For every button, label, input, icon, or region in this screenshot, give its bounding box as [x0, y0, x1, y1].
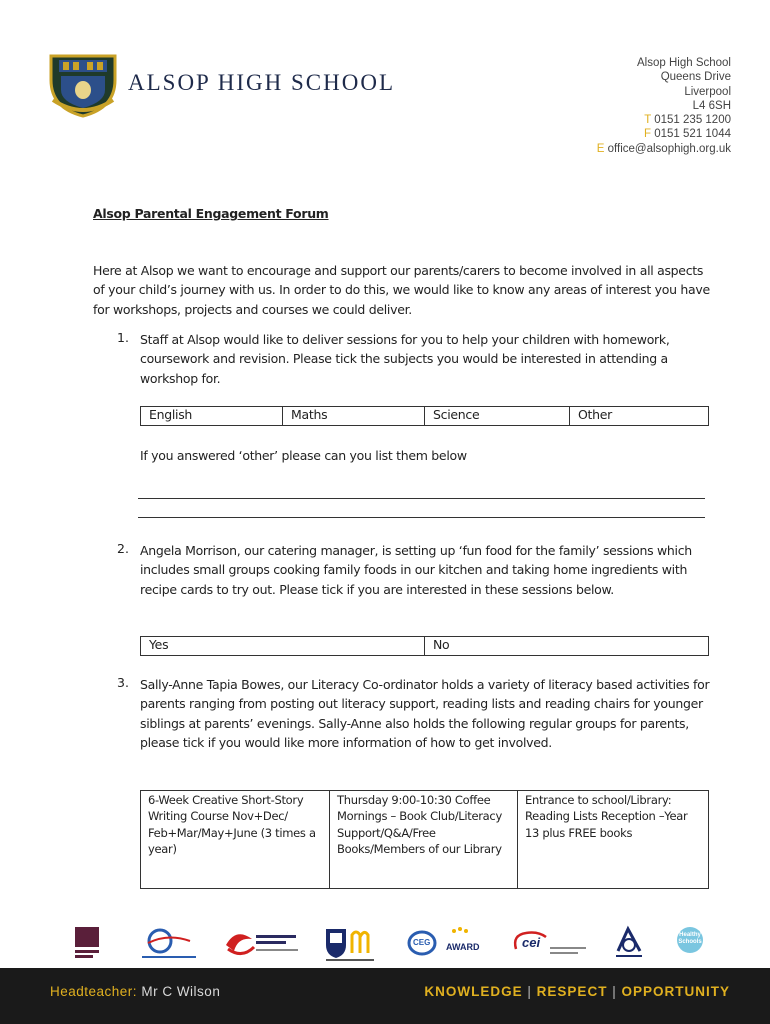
cei-text: cei [522, 935, 541, 950]
fax-label: F [644, 128, 652, 141]
school-motto [424, 984, 730, 999]
option-science[interactable]: Science [425, 407, 570, 426]
motto-separator: | [527, 984, 532, 999]
subjects-table [140, 406, 709, 426]
healthy-schools-logo [672, 925, 708, 961]
fa-mcdonalds-logo [322, 925, 378, 961]
email-label: E [596, 142, 605, 155]
motto-separator: | [612, 984, 617, 999]
option-yes[interactable]: Yes [141, 637, 425, 656]
school-address [597, 56, 731, 156]
option-maths[interactable]: Maths [283, 407, 425, 426]
artsmark-logo [73, 925, 101, 961]
option-english[interactable]: English [141, 407, 283, 426]
phone-line [597, 113, 731, 127]
question-number: 2. [117, 541, 129, 556]
ceg-text: CEG [413, 938, 431, 947]
fax-number: 0151 521 1044 [654, 128, 731, 141]
motto-opportunity: OPPORTUNITY [621, 984, 730, 999]
healthy-schools-text: Healthy Schools [678, 932, 702, 945]
quality-mark-logo [138, 925, 198, 961]
document-title: Alsop Parental Engagement Forum [93, 206, 329, 221]
option-no[interactable]: No [425, 637, 709, 656]
intro-paragraph: Here at Alsop we want to encourage and support our parents/carers to become involved in all aspects of your child’s journey with us. In order to do this, we would like to know any areas of interest you have for workshops, projects and courses we could deliver. [93, 263, 710, 317]
technology-college-logo [612, 925, 646, 961]
option-reading-lists[interactable]: Entrance to school/Library: Reading Lists Reception –Year 13 plus FREE books [518, 791, 709, 889]
headteacher-label: Headteacher: [50, 984, 138, 999]
address-line: L4 6SH [692, 99, 731, 112]
option-other[interactable]: Other [570, 407, 709, 426]
motto-respect: RESPECT [536, 984, 608, 999]
fax-line [597, 127, 731, 141]
option-coffee-mornings[interactable]: Thursday 9:00-10:30 Coffee Mornings – Book Club/Literacy Support/Q&A/Free Books/Members of our Library [330, 791, 518, 889]
email-address[interactable]: office@alsophigh.org.uk [607, 142, 731, 155]
option-writing-course[interactable]: 6-Week Creative Short-Story Writing Course Nov+Dec/ Feb+Mar/May+June (3 times a year) [141, 791, 330, 889]
cei-logo [510, 925, 590, 961]
question-number: 1. [117, 330, 129, 345]
award-text: AWARD [446, 942, 480, 952]
address-line: Queens Drive [660, 71, 731, 84]
headteacher-name: Mr C Wilson [141, 984, 221, 999]
phone-label: T [644, 114, 652, 127]
school-achievement-award-logo [222, 925, 302, 961]
address-line: Liverpool [684, 85, 731, 98]
question-3-text: Sally-Anne Tapia Bowes, our Literacy Co-ordinator holds a variety of literacy based activities for parents ranging from posting out literacy support, reading lists and reading chairs for younger siblings at parents’ evenings. Sally-Anne also holds the following regular groups for parents, please tick if you would like more information of how to get involved. [140, 677, 710, 750]
answer-line[interactable] [138, 517, 705, 518]
question-1-text: Staff at Alsop would like to deliver sessions for you to help your children with homework, coursework and revision. Please tick the subjects you would be interested in attending a workshop for. [140, 332, 670, 386]
yes-no-table [140, 636, 709, 656]
answer-line[interactable] [138, 498, 705, 499]
motto-knowledge: KNOWLEDGE [424, 984, 523, 999]
email-line [597, 142, 731, 156]
school-crest-logo [47, 50, 119, 118]
question-number: 3. [117, 675, 129, 690]
address-line: Alsop High School [637, 57, 731, 69]
other-note: If you answered ‘other’ please can you list them below [140, 448, 467, 463]
literacy-groups-table [140, 790, 709, 889]
ceg-award-logo [406, 925, 482, 961]
school-name: ALSOP HIGH SCHOOL [128, 70, 395, 95]
question-2-text: Angela Morrison, our catering manager, is setting up ‘fun food for the family’ sessions which includes small groups cooking family foods in our kitchen and taking home ingredients with recipe cards to try out. Please tick if you are interested in these sessions below. [140, 543, 692, 597]
headteacher-line [50, 984, 220, 999]
phone-number: 0151 235 1200 [654, 114, 731, 127]
